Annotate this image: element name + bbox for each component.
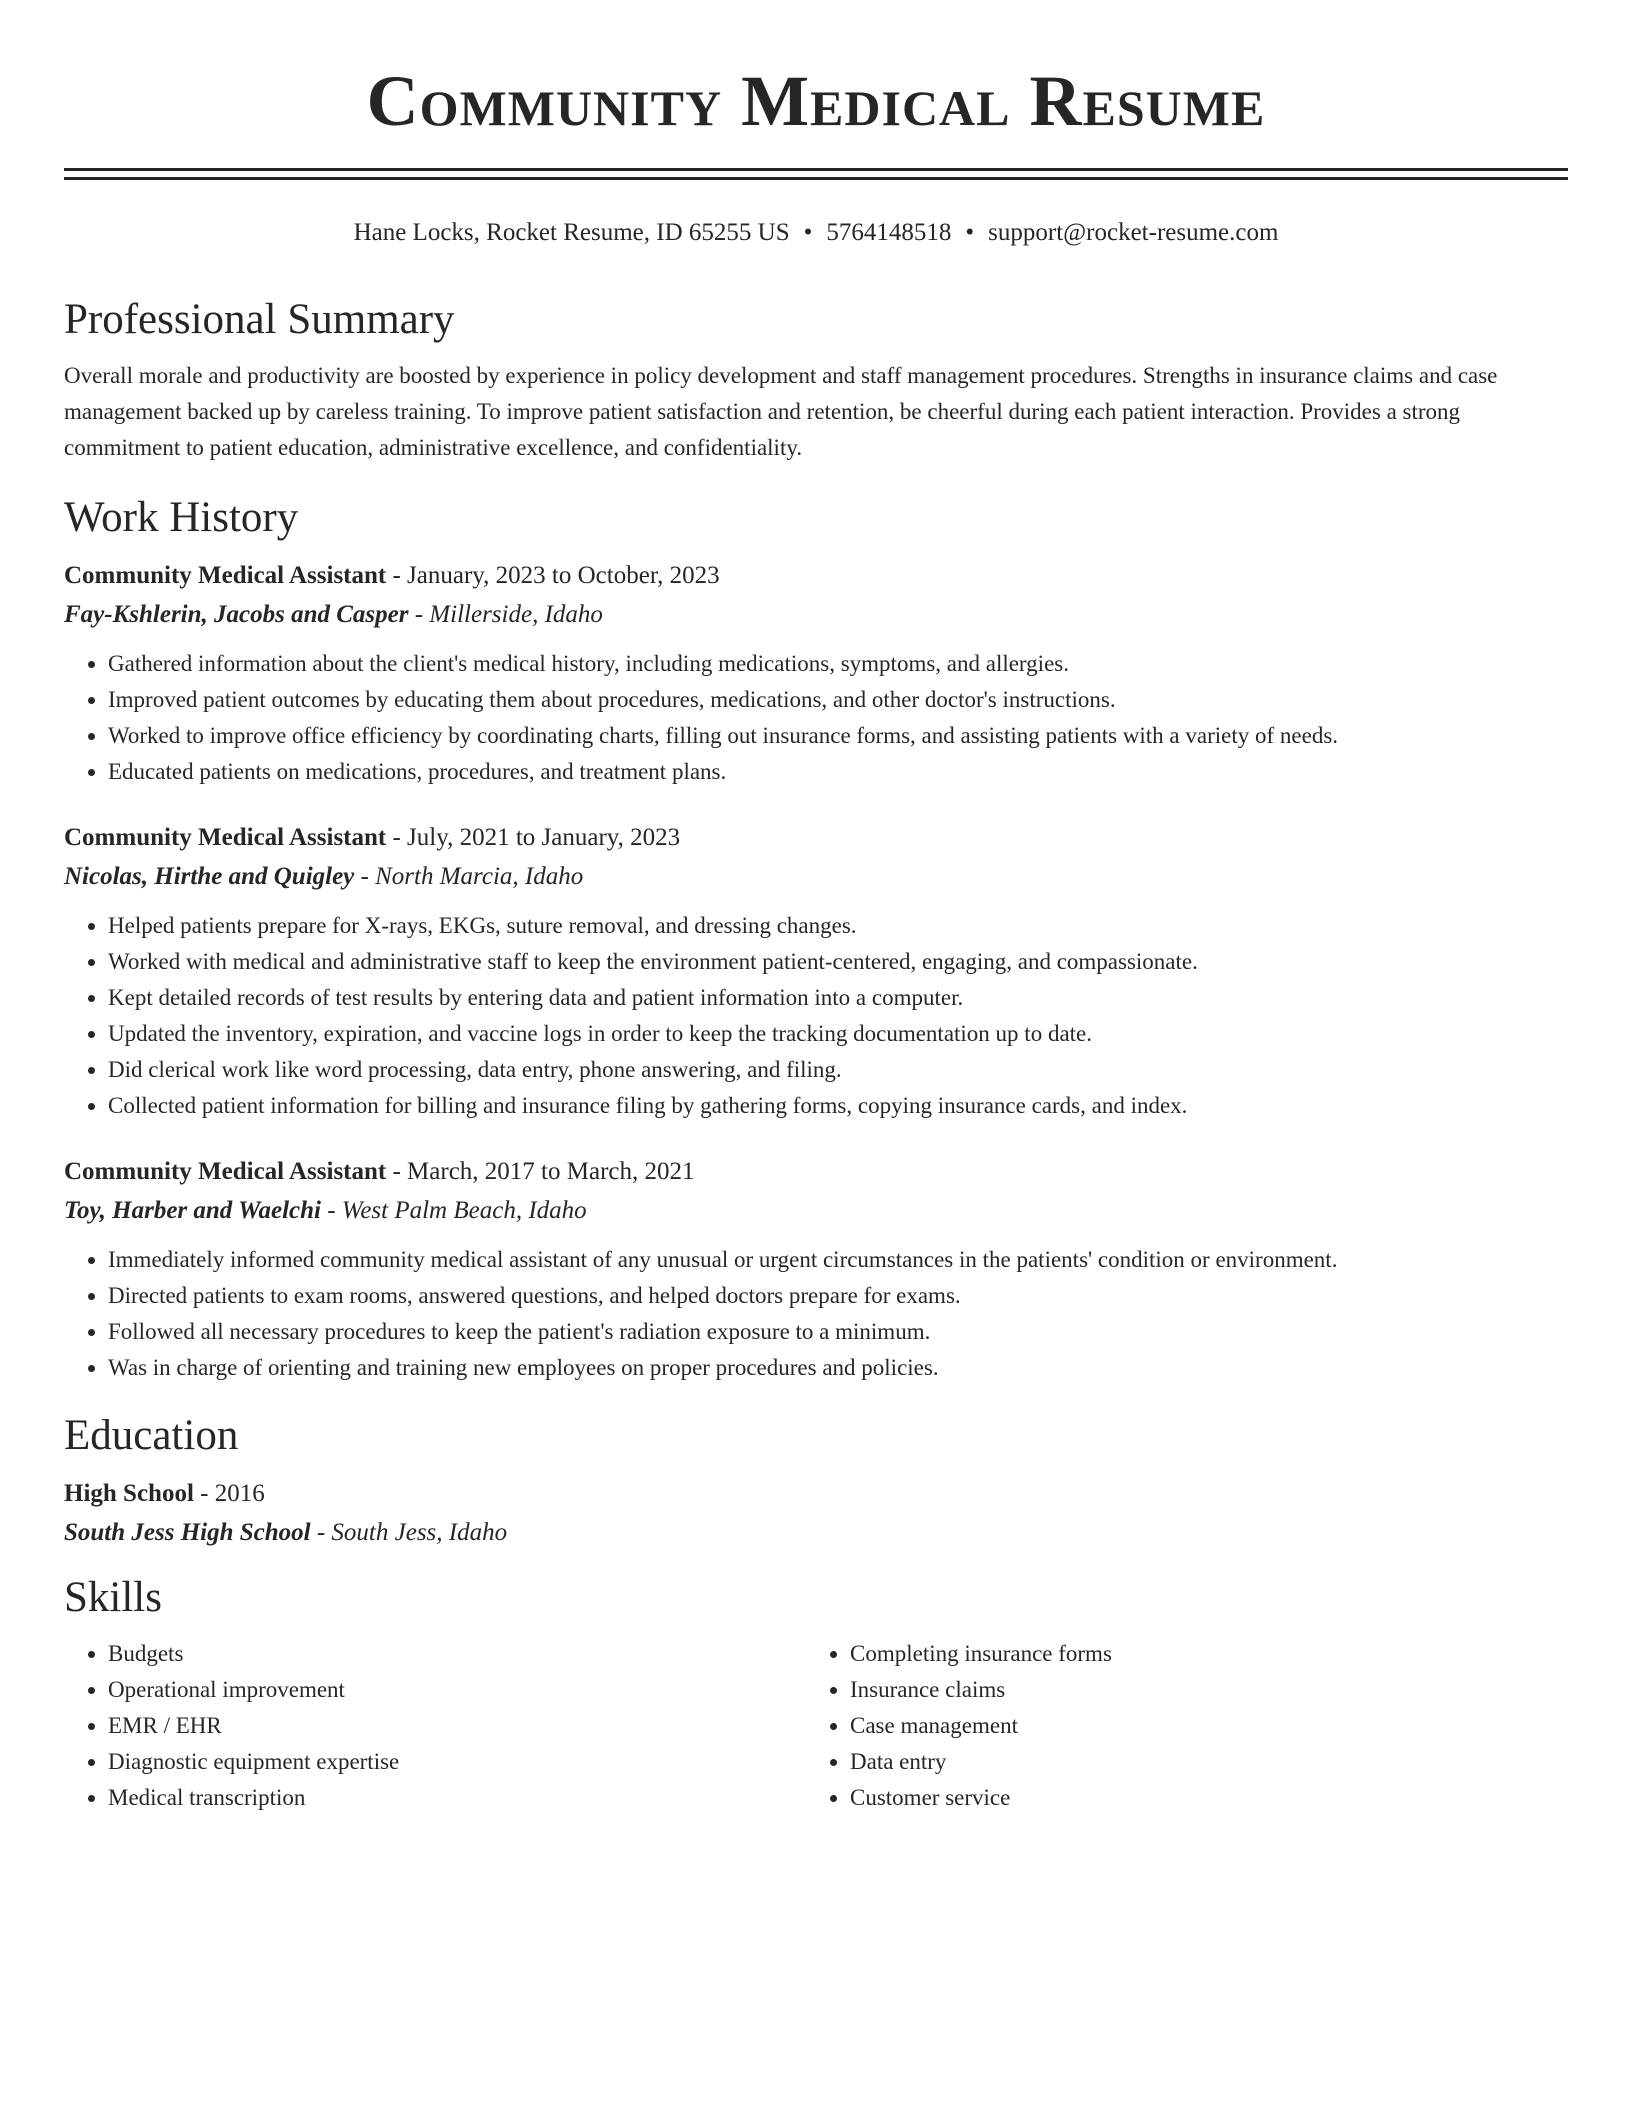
employer-location: - West Palm Beach, Idaho <box>320 1197 587 1224</box>
skill-item: • EMR / EHR <box>108 1708 806 1744</box>
contact-line <box>64 216 1568 250</box>
job-title: Community Medical Assistant <box>64 1158 387 1185</box>
school-line <box>64 1514 1568 1552</box>
summary-heading: Professional Summary <box>64 296 455 343</box>
skills-columns <box>64 1636 1568 1816</box>
skill-item: • Customer service <box>850 1780 1548 1816</box>
degree-line <box>64 1474 1568 1514</box>
job-duty: • Directed patients to exam rooms, answered questions, and helped doctors prepare for exams. <box>108 1278 1568 1314</box>
contact-email: support@rocket-resume.com <box>988 219 1279 246</box>
employer-line <box>64 1192 1568 1230</box>
job-title-line <box>64 1152 1568 1192</box>
school-name: South Jess High School <box>64 1519 311 1546</box>
contact-separator: • <box>803 219 813 246</box>
education-entry <box>64 1474 1568 1552</box>
job-duty: • Improved patient outcomes by educating them about procedures, medications, and other doctor's instructions. <box>108 682 1568 718</box>
job-duty: • Followed all necessary procedures to keep the patient's radiation exposure to a minimum. <box>108 1314 1568 1350</box>
job-duties-list <box>64 908 1568 1124</box>
job-duty: • Kept detailed records of test results by entering data and patient information into a computer. <box>108 980 1568 1016</box>
job-duty: • Worked to improve office efficiency by coordinating charts, filling out insurance forms, and assisting patients with a variety of needs. <box>108 718 1568 754</box>
skill-item: • Operational improvement <box>108 1672 806 1708</box>
job-title-line <box>64 556 1568 596</box>
summary-text: Overall morale and productivity are boosted by experience in policy development and staff management procedures. Strengths in insurance claims and case management backed up by careless training. To improve patient satisfaction and retention, be cheerful during each patient interaction. Provides a strong commitment to patient education, administrative excellence, and confidentiality. <box>64 363 1498 460</box>
job-title-line <box>64 818 1568 858</box>
skill-item: • Insurance claims <box>850 1672 1548 1708</box>
degree: High School <box>64 1480 194 1507</box>
job-duty: • Was in charge of orienting and training new employees on proper procedures and policies. <box>108 1350 1568 1386</box>
job-duty: • Gathered information about the client's medical history, including medications, symptoms, and allergies. <box>108 646 1568 682</box>
employer-name: Toy, Harber and Waelchi <box>64 1197 321 1224</box>
skills-list-left <box>64 1636 806 1816</box>
job-duty: • Collected patient information for billing and insurance filing by gathering forms, copying insurance cards, and index. <box>108 1088 1568 1124</box>
skill-item: • Medical transcription <box>108 1780 806 1816</box>
job-duty: • Educated patients on medications, procedures, and treatment plans. <box>108 754 1568 790</box>
job-duty: • Updated the inventory, expiration, and vaccine logs in order to keep the tracking documentation up to date. <box>108 1016 1568 1052</box>
employer-name: Fay-Kshlerin, Jacobs and Casper <box>64 601 409 628</box>
skill-item: • Budgets <box>108 1636 806 1672</box>
job-duties-list <box>64 646 1568 790</box>
employer-location: - North Marcia, Idaho <box>354 863 584 890</box>
title-divider-top <box>64 168 1568 171</box>
contact-phone: 5764148518 <box>826 219 952 246</box>
employer-location: - Millerside, Idaho <box>408 601 603 628</box>
contact-separator: • <box>965 219 975 246</box>
job-duty: • Helped patients prepare for X-rays, EKGs, suture removal, and dressing changes. <box>108 908 1568 944</box>
employer-line <box>64 858 1568 896</box>
skill-item: • Diagnostic equipment expertise <box>108 1744 806 1780</box>
school-location: - South Jess, Idaho <box>310 1519 508 1546</box>
skill-item: • Data entry <box>850 1744 1548 1780</box>
job-title: Community Medical Assistant <box>64 562 387 589</box>
job-duty: • Did clerical work like word processing, data entry, phone answering, and filing. <box>108 1052 1568 1088</box>
resume-title: Community Medical Resume <box>366 61 1266 141</box>
skill-item: • Completing insurance forms <box>850 1636 1548 1672</box>
graduation-year: - 2016 <box>193 1480 265 1507</box>
job-duty: • Worked with medical and administrative staff to keep the environment patient-centered, engaging, and compassionate. <box>108 944 1568 980</box>
employer-line <box>64 596 1568 634</box>
job-entry <box>64 556 1568 790</box>
title-divider-bottom <box>64 177 1568 180</box>
education-heading: Education <box>64 1412 239 1459</box>
job-entry <box>64 1152 1568 1386</box>
job-dates: - July, 2021 to January, 2023 <box>386 824 681 851</box>
job-entry <box>64 818 1568 1124</box>
skills-list-right <box>806 1636 1548 1816</box>
job-title: Community Medical Assistant <box>64 824 387 851</box>
work-history-heading: Work History <box>64 494 299 541</box>
job-dates: - March, 2017 to March, 2021 <box>386 1158 695 1185</box>
contact-address: Hane Locks, Rocket Resume, ID 65255 US <box>353 219 790 246</box>
job-dates: - January, 2023 to October, 2023 <box>386 562 720 589</box>
job-duties-list <box>64 1242 1568 1386</box>
job-duty: • Immediately informed community medical assistant of any unusual or urgent circumstances in the patients' condition or environment. <box>108 1242 1568 1278</box>
skill-item: • Case management <box>850 1708 1548 1744</box>
skills-heading: Skills <box>64 1574 162 1621</box>
employer-name: Nicolas, Hirthe and Quigley <box>64 863 355 890</box>
